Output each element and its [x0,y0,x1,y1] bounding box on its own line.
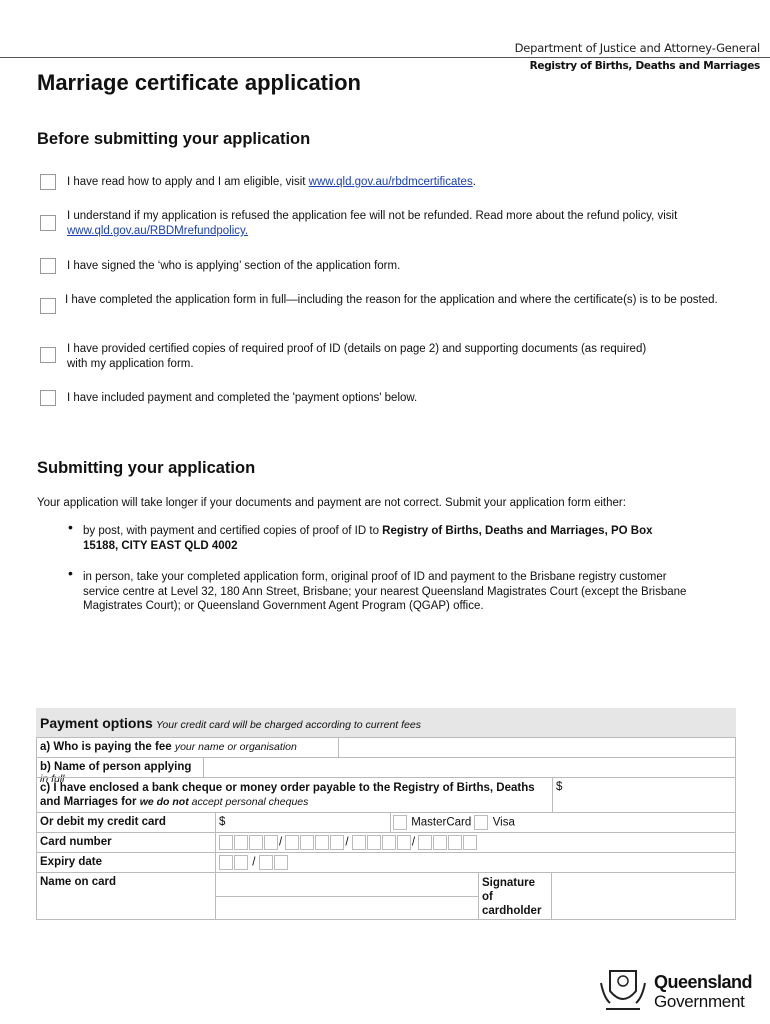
checkbox-payment[interactable] [40,390,56,406]
logo-queensland: Queensland [654,972,753,992]
signature-input[interactable] [551,872,736,920]
checkbox-signed[interactable] [40,258,56,274]
submitting-intro: Your application will take longer if your documents and payment are not correct. Submit your application form either: [37,497,626,509]
checklist-item: I have provided certified copies of required proof of ID (details on page 2) and supporting documents (as required) with my application form. [67,343,647,370]
certificates-link[interactable]: www.qld.gov.au/rbdmcertificates [308,176,473,188]
bullet-in-person: in person, take your completed application form, original proof of ID and payment to the Brisbane registry customer service centre at Level 32, 180 Ann Street, Brisbane; your nearest Queensland Magistrates Court (except the Brisbane Magistrates Court); or Queensland Government Agent Program (QGAP) office. [83,571,687,612]
checklist-item: I have completed the application form in full—including the reason for the application and where the certificate(s) is to be posted. [65,294,718,306]
checkbox-refund[interactable] [40,215,56,231]
card-amount-input[interactable]: $ [215,812,391,833]
refund-policy-link[interactable]: www.qld.gov.au/RBDMrefundpolicy. [67,225,249,237]
expiry-label: Expiry date [36,852,216,873]
checklist-item: I understand if my application is refused the application fee will not be refunded. Read more about the refund policy, visit www.qld.gov.au/RBDMrefundpolicy. [67,210,678,237]
registry-name: Registry of Births, Deaths and Marriages [529,60,760,72]
card-number-label: Card number [36,832,216,853]
payment-header: Payment options Your credit card will be charged according to current fees [36,708,736,737]
payer-input[interactable] [338,737,736,758]
page-title: Marriage certificate application [37,70,361,95]
name-on-card-label: Name on card [36,872,216,920]
bullet-post: by post, with payment and certified copies of proof of ID to Registry of Births, Deaths and Marriages, PO Box 15188, CITY EAST QLD 4002 [83,525,653,552]
applicant-input[interactable] [203,757,736,778]
debit-label: Or debit my credit card [36,812,216,833]
expiry-input[interactable]: / [215,852,736,873]
checklist-item: I have included payment and completed the 'payment options' below. [67,392,418,404]
bullet-icon: • [68,565,73,581]
bullet-icon: • [68,519,73,535]
checkbox-eligible[interactable] [40,174,56,190]
logo-government: Government [654,992,745,1011]
checklist-item: I have signed the ‘who is applying’ section of the application form. [67,260,401,272]
checkbox-proof-id[interactable] [40,347,56,363]
name-on-card-input[interactable] [215,872,479,897]
visa-checkbox[interactable] [474,815,488,830]
card-type: MasterCard Visa [390,812,736,833]
checklist-item: I have read how to apply and I am eligible, visit www.qld.gov.au/rbdmcertificates. [67,176,476,188]
cheque-label: c) I have enclosed a bank cheque or money order payable to the Registry of Births, Deaths and Marriages for we do not accept personal cheques [36,777,553,813]
payment-options-table [36,708,736,920]
name-on-card-input-2[interactable] [215,896,479,920]
mastercard-checkbox[interactable] [393,815,407,830]
payer-label: a) Who is paying the fee your name or organisation [36,737,339,758]
header-divider [0,57,770,58]
submitting-heading: Submitting your application [37,459,256,477]
before-heading: Before submitting your application [37,130,311,148]
card-number-input[interactable]: / / / [215,832,736,853]
department-name: Department of Justice and Attorney-General [514,41,760,55]
cheque-amount-input[interactable]: $ [552,777,736,813]
queensland-crest-icon [598,963,648,1013]
signature-label: Signature of cardholder [478,872,552,920]
applicant-label: b) Name of person applying in full [36,757,204,778]
checkbox-completed[interactable] [40,298,56,314]
